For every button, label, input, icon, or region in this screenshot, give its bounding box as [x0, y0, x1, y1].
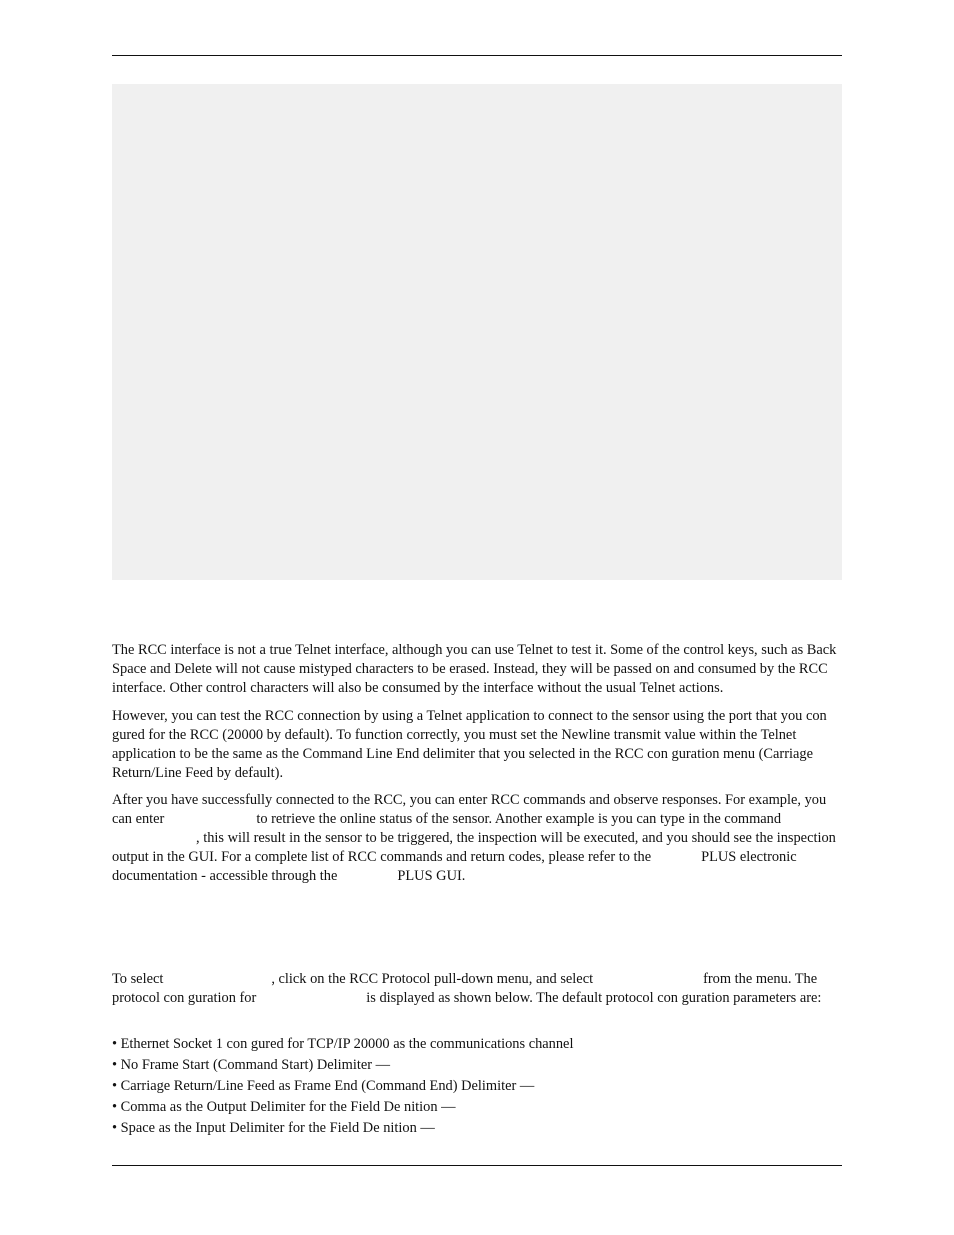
footer-rule	[112, 1165, 842, 1166]
para3-part5: PLUS GUI.	[397, 868, 466, 884]
paragraph-rcc-commands	[112, 791, 844, 886]
list-item: • No Frame Start (Command Start) Delimiter —	[112, 1057, 391, 1073]
para3-part4: PLUS electronic documentation - accessible through the	[112, 849, 797, 884]
list-item: • Space as the Input Delimiter for the Field De nition —	[112, 1120, 435, 1136]
header-rule	[112, 55, 842, 56]
list-item: • Comma as the Output Delimiter for the Field De nition —	[112, 1099, 456, 1115]
list-item: • Carriage Return/Line Feed as Frame End (Command End) Delimiter —	[112, 1078, 535, 1094]
para3-part2: to retrieve the online status of the sensor. Another example is you can type in the command	[256, 811, 782, 827]
default-parameters-list	[112, 1034, 844, 1139]
list-item: • Ethernet Socket 1 con gured for TCP/IP 20000 as the communications channel	[112, 1036, 574, 1052]
para3-part1: After you have successfully connected to the RCC, you can enter RCC commands and observe responses. For example, you can enter	[112, 792, 827, 827]
para4-part2: , click on the RCC Protocol pull-down menu, and select	[271, 971, 594, 987]
para4-part1: To select	[112, 971, 164, 987]
screenshot-placeholder	[112, 84, 842, 580]
para4-part3: from the menu. The protocol con guration for	[112, 971, 818, 1006]
paragraph-telnet-note: The RCC interface is not a true Telnet interface, although you can use Telnet to test it. Some of the control keys, such as Back Space and Delete will not cause mistyped characters to be erased. Instead, they will be passed on and consumed by the RCC interface. Other control characters will also be consumed by the interface without the usual Telnet actions.	[112, 642, 837, 696]
paragraph-telnet-test: However, you can test the RCC connection by using a Telnet application to connect to the sensor using the port that you con gured for the RCC (20000 by default). To function correctly, you must set the Newline transmit value within the Telnet application to be the same as the Command Line End delimiter that you selected in the RCC con guration menu (Carriage Return/Line Feed by default).	[112, 708, 827, 781]
para3-part3: , this will result in the sensor to be triggered, the inspection will be executed, and you should see the inspection output in the GUI. For a complete list of RCC commands and return codes, please refer to the	[112, 830, 836, 865]
para4-part4: is displayed as shown below. The default protocol con guration parameters are:	[366, 990, 822, 1006]
paragraph-select-protocol	[112, 970, 844, 1008]
